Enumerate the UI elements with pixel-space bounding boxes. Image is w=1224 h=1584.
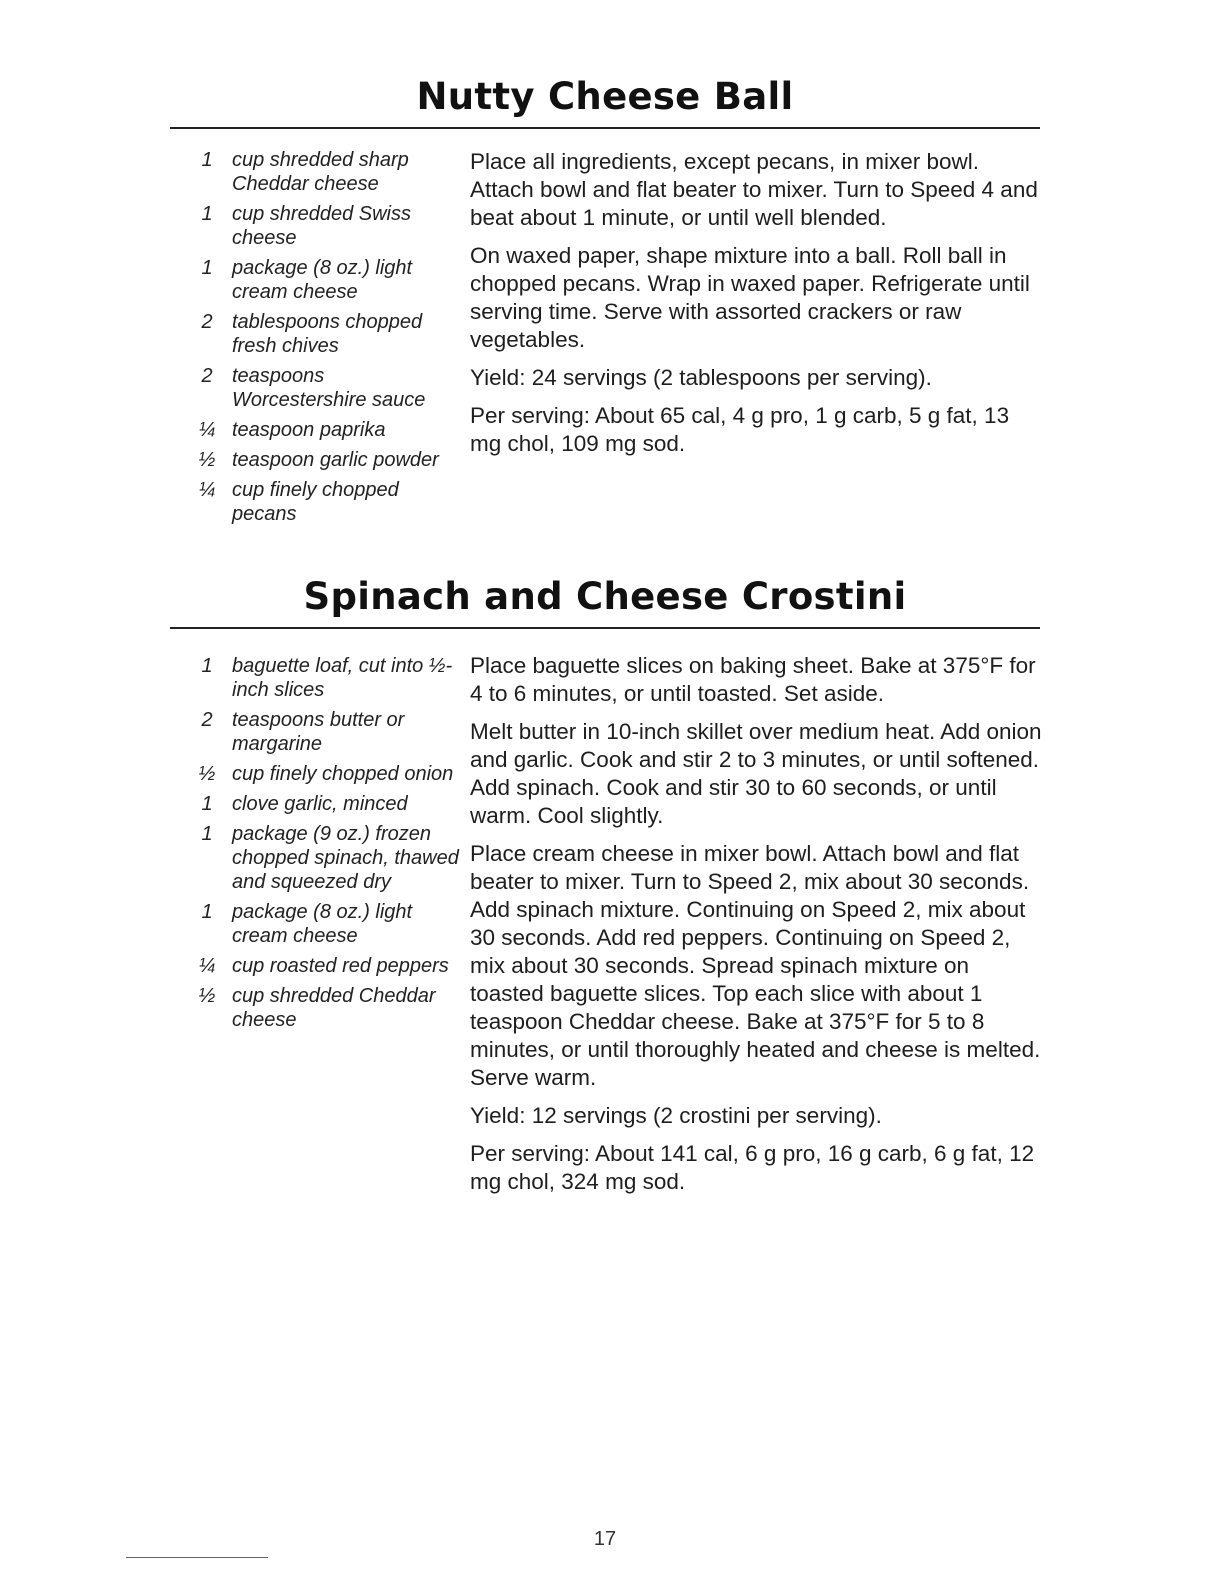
recipe-title-nutty-cheese-ball: Nutty Cheese Ball [416,75,794,118]
ingredient-text: cup roasted red peppers [232,955,449,977]
directions-spinach-crostini [470,652,1042,1206]
ingredient-text: clove garlic, minced [232,793,408,815]
recipe-title-spinach-crostini: Spinach and Cheese Crostini [303,575,907,618]
ingredient-qty: 2 [201,365,213,387]
ingredient-item [196,762,464,786]
ingredient-text: package (8 oz.) light cream cheese [232,901,413,947]
ingredient-text: cup finely chopped onion [232,763,454,785]
ingredient-text: cup shredded Swiss cheese [232,203,411,249]
page-number: 17 [593,1528,617,1550]
nutrition-text: Per serving: About 141 cal, 6 g pro, 16 g carb, 6 g fat, 12 mg chol, 324 mg sod. [470,1141,1035,1194]
ingredient-list-nutty-cheese-ball [196,148,464,532]
ingredient-item [196,984,464,1032]
ingredient-text: teaspoons Worcestershire sauce [232,365,426,411]
ingredient-qty: 1 [201,257,213,279]
ingredient-text: package (8 oz.) light cream cheese [232,257,413,303]
ingredient-item [196,364,464,412]
ingredient-text: teaspoon paprika [232,419,386,441]
yield-text: Yield: 24 servings (2 tablespoons per serving). [470,365,932,390]
ingredient-text: cup finely chopped pecans [232,479,399,525]
ingredient-qty: ½ [198,449,216,471]
ingredient-item [196,418,464,442]
ingredient-qty: ½ [198,985,216,1007]
ingredient-qty: 1 [201,793,213,815]
ingredient-qty: ¼ [198,479,216,501]
yield-text: Yield: 12 servings (2 crostini per serving). [470,1103,882,1128]
ingredient-item [196,148,464,196]
ingredient-qty: 1 [201,823,213,845]
ingredient-text: cup shredded sharp Cheddar cheese [232,149,409,195]
ingredient-item [196,202,464,250]
ingredient-item [196,478,464,526]
ingredient-list-spinach-crostini [196,654,464,1038]
title-rule [170,627,1040,629]
ingredient-item [196,448,464,472]
ingredient-item [196,256,464,304]
ingredient-item [196,310,464,358]
ingredient-qty: ½ [198,763,216,785]
ingredient-item [196,792,464,816]
direction-paragraph: On waxed paper, shape mixture into a ball. Roll ball in chopped pecans. Wrap in waxed paper. Refrigerate until serving time. Serve with assorted crackers or raw vegetables. [470,243,1030,352]
ingredient-qty: 1 [201,901,213,923]
ingredient-qty: 1 [201,655,213,677]
nutrition-text: Per serving: About 65 cal, 4 g pro, 1 g carb, 5 g fat, 13 mg chol, 109 mg sod. [470,403,1010,456]
ingredient-item [196,654,464,702]
ingredient-text: teaspoon garlic powder [232,449,439,471]
ingredient-text: teaspoons butter or margarine [232,709,405,755]
direction-paragraph: Place baguette slices on baking sheet. Bake at 375°F for 4 to 6 minutes, or until toasted. Set aside. [470,653,1036,706]
ingredient-qty: 1 [201,149,213,171]
ingredient-text: package (9 oz.) frozen chopped spinach, thawed and squeezed dry [232,823,459,893]
direction-paragraph: Melt butter in 10-inch skillet over medium heat. Add onion and garlic. Cook and stir 2 to 3 minutes, or until softened. Add spinach. Cook and stir 30 to 60 seconds, or until warm. Cool slightly. [470,719,1042,828]
directions-nutty-cheese-ball [470,148,1042,468]
direction-paragraph: Place cream cheese in mixer bowl. Attach bowl and flat beater to mixer. Turn to Speed 2, mix about 30 seconds. Add spinach mixture. Continuing on Speed 2, mix about 30 seconds. Add red peppers. Continuing on Speed 2, mix about 30 seconds. Spread spinach mixture on toasted baguette slices. Top each slice with about 1 teaspoon Cheddar cheese. Bake at 375°F for 5 to 8 minutes, or until thoroughly heated and cheese is melted. Serve warm. [470,841,1041,1090]
ingredient-item [196,954,464,978]
ingredient-item [196,708,464,756]
ingredient-qty: 1 [201,203,213,225]
ingredient-item [196,822,464,894]
ingredient-text: cup shredded Cheddar cheese [232,985,436,1031]
footer-divider [126,1557,268,1558]
ingredient-qty: ¼ [198,419,216,441]
ingredient-text: baguette loaf, cut into ½-inch slices [232,655,453,701]
ingredient-qty: 2 [201,709,213,731]
ingredient-text: tablespoons chopped fresh chives [232,311,423,357]
ingredient-qty: ¼ [198,955,216,977]
ingredient-qty: 2 [201,311,213,333]
direction-paragraph: Place all ingredients, except pecans, in mixer bowl. Attach bowl and flat beater to mixer. Turn to Speed 4 and beat about 1 minute, or until well blended. [470,149,1038,230]
title-rule [170,127,1040,129]
ingredient-item [196,900,464,948]
